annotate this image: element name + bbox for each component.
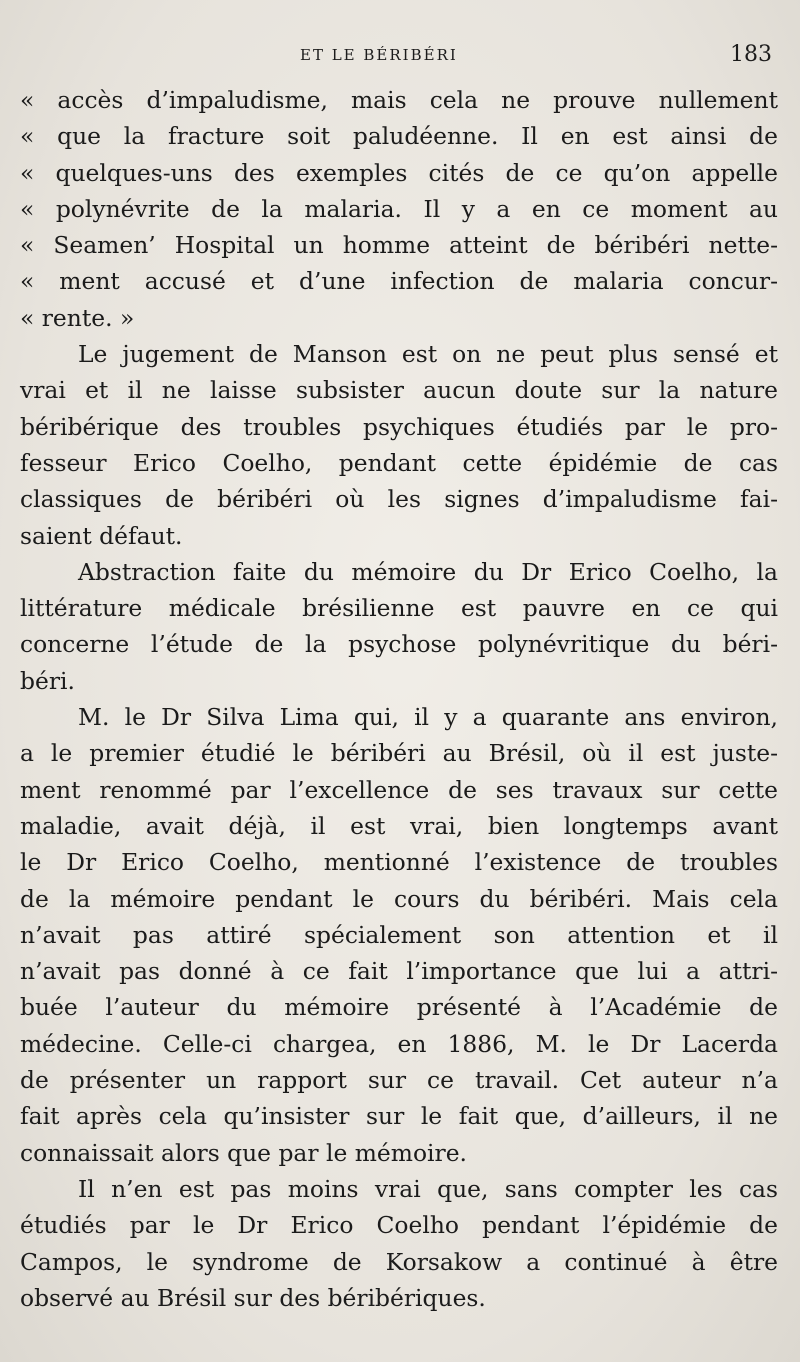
text-line: « que la fracture soit paludéenne. Il en est ainsi de (20, 122, 778, 151)
text-line: « quelques-uns des exemples cités de ce qu’on appelle (20, 158, 778, 187)
paragraph-quote (20, 82, 778, 336)
text-line: buée l’auteur du mémoire présenté à l’Académie de (20, 993, 778, 1022)
text-line: saient défaut. (20, 521, 183, 550)
text-line: concerne l’étude de la psychose polynévritique du béri- (20, 630, 778, 659)
running-title: ET LE BÉRIBÉRI (300, 46, 458, 64)
text-line: Abstraction faite du mémoire du Dr Erico Coelho, la (78, 557, 778, 586)
text-line: observé au Brésil sur des béribériques. (20, 1283, 486, 1312)
text-line: M. le Dr Silva Lima qui, il y a quarante ans environ, (78, 703, 778, 732)
paragraph-silva-lima (20, 699, 778, 1171)
text-line: étudiés par le Dr Erico Coelho pendant l’épidémie de (20, 1211, 778, 1240)
paragraph-manson (20, 336, 778, 554)
body-text (20, 82, 778, 1316)
text-line: médecine. Celle-ci chargea, en 1886, M. le Dr Lacerda (20, 1029, 778, 1058)
page-number: 183 (730, 42, 772, 67)
text-line: a le premier étudié le béribéri au Brésil, où il est juste- (20, 739, 778, 768)
text-line: « polynévrite de la malaria. Il y a en ce moment au (20, 194, 778, 223)
text-line: fait après cela qu’insister sur le fait que, d’ailleurs, il ne (20, 1102, 778, 1131)
text-line: classiques de béribéri où les signes d’impaludisme fai- (20, 485, 778, 514)
text-line: Campos, le syndrome de Korsakow a continué à être (20, 1247, 778, 1276)
text-line: Il n’en est pas moins vrai que, sans compter les cas (78, 1174, 778, 1203)
text-line: de la mémoire pendant le cours du béribéri. Mais cela (20, 884, 778, 913)
text-line: fesseur Erico Coelho, pendant cette épidémie de cas (20, 448, 778, 477)
page-header (0, 40, 800, 74)
paragraph-korsakow (20, 1171, 778, 1316)
text-line: de présenter un rapport sur ce travail. Cet auteur n’a (20, 1066, 778, 1095)
text-line: n’avait pas donné à ce fait l’importance que lui a attri- (20, 957, 778, 986)
text-line: « Seamen’ Hospital un homme atteint de béribéri nette- (20, 231, 778, 260)
text-line: « rente. » (20, 303, 135, 332)
paragraph-abstraction (20, 554, 778, 699)
text-line: Le jugement de Manson est on ne peut plus sensé et (78, 340, 778, 369)
text-line: « accès d’impaludisme, mais cela ne prouve nullement (20, 86, 778, 114)
text-line: connaissait alors que par le mémoire. (20, 1138, 467, 1167)
text-line: maladie, avait déjà, il est vrai, bien longtemps avant (20, 811, 778, 840)
text-line: vrai et il ne laisse subsister aucun doute sur la nature (20, 376, 778, 405)
text-line: n’avait pas attiré spécialement son attention et il (20, 920, 778, 949)
text-line: « ment accusé et d’une infection de malaria concur- (20, 267, 778, 296)
text-line: littérature médicale brésilienne est pauvre en ce qui (20, 594, 778, 623)
text-line: béribérique des troubles psychiques étudiés par le pro- (20, 412, 778, 441)
text-line: béri. (20, 666, 75, 695)
text-line: le Dr Erico Coelho, mentionné l’existence de troubles (20, 848, 778, 877)
text-line: ment renommé par l’excellence de ses travaux sur cette (20, 775, 778, 804)
